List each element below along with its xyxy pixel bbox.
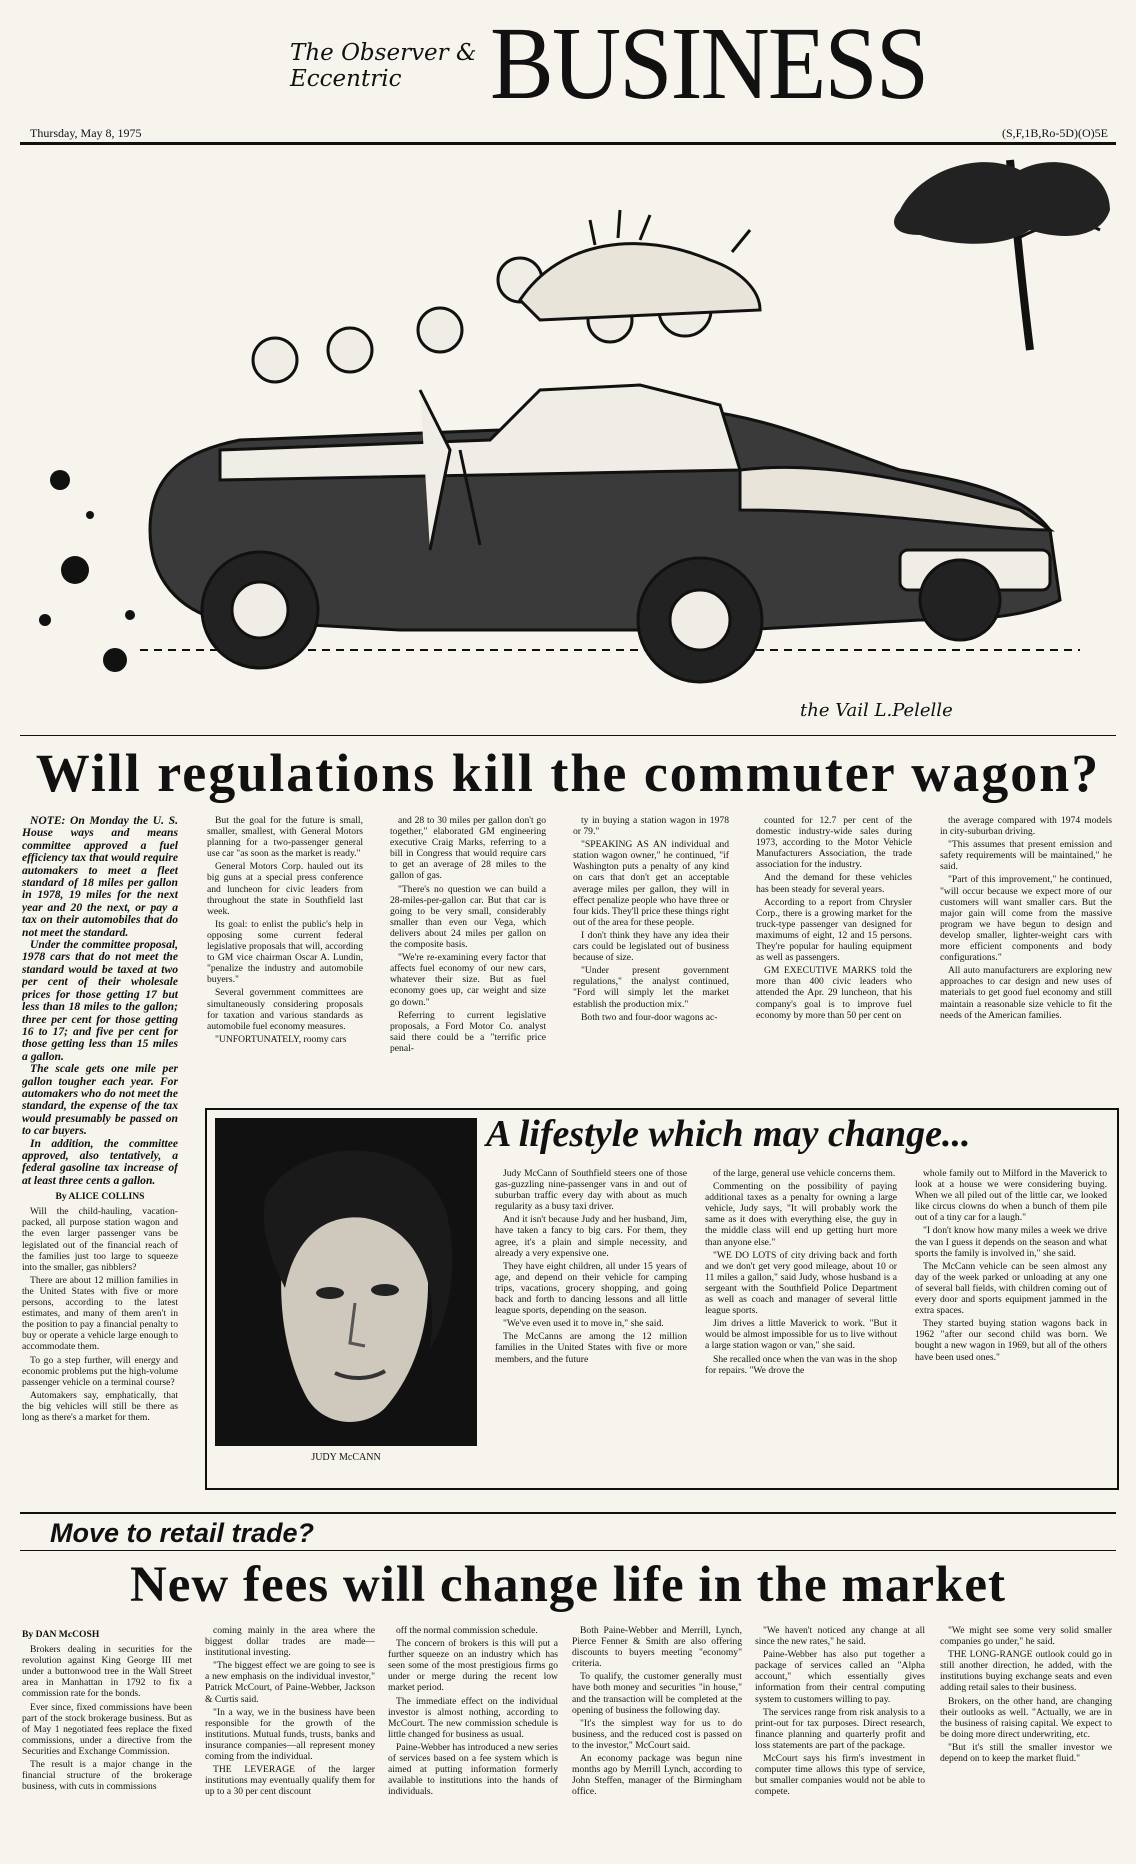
market-column-4 <box>572 1625 742 1857</box>
paragraph: "But it's still the smaller investor we depend on to keep the market fluid." <box>940 1741 1112 1765</box>
main-story-column-5 <box>756 815 912 1100</box>
paragraph: off the normal commission schedule. <box>396 1625 538 1636</box>
paragraph: Several government committees are simultaneously considering proposals for taxation and various standards as automobile fuel economy measures. <box>207 987 363 1032</box>
main-story-column-3 <box>390 815 546 1100</box>
paragraph: "Part of this improvement," he continued, "will occur because we expect more of our customers will want smaller cars. But the major gain will come from the massive program we have begun to design and develop smaller, lighter-weight cars with more efficient components and body configurations." <box>940 874 1112 964</box>
paragraph: An economy package was begun nine months ago by Merrill Lynch, according to John Steffen, manager of the Birmingham office. <box>572 1753 742 1798</box>
paragraph: Both Paine-Webber and Merrill, Lynch, Pierce Fenner & Smith are also offering discounts to buyers meeting "economy" criteria. <box>572 1625 742 1670</box>
station-wagon-cartoon <box>20 150 1116 730</box>
paragraph: "WE DO LOTS of city driving back and forth and we don't get very good mileage, about 10 or 11 miles a gallon," said Judy, whose husband is a sergeant with the Southfield Police Department as well as coach and manager of several little league sports. <box>705 1249 897 1317</box>
headline-rule <box>20 735 1116 736</box>
paragraph: There are about 12 million families in the United States with five or more persons, according to the latest estimates, and many of them aren't in the position to pay a financial penalty to buy or operate a vehicle large enough to accommodate them. <box>22 1274 178 1353</box>
luggage-pile <box>520 244 760 320</box>
editor-note <box>22 815 178 1187</box>
paragraph: All auto manufacturers are exploring new approaches to car design and new uses of materials to get good fuel economy and still maintain a reasonable size vehicle to fit the needs of the American families. <box>940 965 1112 1021</box>
paragraph: "We've even used it to move in," she said. <box>503 1318 664 1330</box>
kicker-rule <box>20 1550 1116 1551</box>
paragraph: Commenting on the possibility of paying additional taxes as a penalty for owning a large vehicle, Judy says, "It will probably work the same as it does with everything else, the guy in the middle class will end up getting hurt more than anyone else." <box>705 1181 897 1248</box>
paragraph: And it isn't because Judy and her husband, Jim, have taken a fancy to big cars. For them, they agree, it's a plain and simple necessity, and already a very expensive one. <box>495 1214 687 1259</box>
paragraph: "We might see some very solid smaller companies go under," he said. <box>940 1625 1112 1648</box>
edition-code: (S,F,1B,Ro-5D)(O)5E <box>1001 126 1108 140</box>
issue-date: Thursday, May 8, 1975 <box>30 126 142 140</box>
paragraph: McCourt says his firm's investment in computer time allows this type of service, but smaller companies would not be able to compete. <box>755 1753 925 1798</box>
judy-mccann-photo <box>215 1118 477 1446</box>
paragraph: I don't think they have any idea their cars could be legislated out of business because of size. <box>573 929 729 964</box>
paragraph: To qualify, the customer generally must have both money and securities "in house," and the transaction will be completed at the opening of business the following day. <box>572 1671 742 1716</box>
lifestyle-headline: A lifestyle which may change... <box>486 1113 971 1155</box>
paragraph: Will the child-hauling, vacation-packed, all purpose station wagon and the even larger passenger vans be legislated out of the financial reach of the families just too large to squeeze into the smaller, gas nibblers? <box>22 1206 178 1273</box>
paragraph: Referring to current legislative proposals, a Ford Motor Co. analyst said there could be a "terrific price penal- <box>390 1009 546 1054</box>
tree-foliage <box>894 162 1110 244</box>
masthead-rule <box>20 142 1116 145</box>
note-paragraph: NOTE: On Monday the U. S. House ways and means committee approved a fuel efficiency tax that would require automakers to meet a fleet standard of 18 miles per gallon in 1978, 19 miles for the next year and 20 the next, or pay a tax on their automobiles that do not meet the standard. <box>22 815 178 939</box>
lifestyle-column-1 <box>495 1168 687 1483</box>
paragraph: Brokers dealing in securities for the revolution against King George III met under a buttonwood tree in the Wall Street area in Manhattan in 1792 to fix a commission rate for the bonds. <box>22 1644 192 1700</box>
paragraph: "There's no question we can build a 28-miles-per-gallon car. But that car is going to be very small, considerably smaller than even our Vega, which delivers about 24 miles per gallon on the composite basis. <box>390 883 546 951</box>
byline: By ALICE COLLINS <box>55 1191 145 1203</box>
paragraph: "It's the simplest way for us to do business, and the reduced cost is passed on to the investor," McCourt said. <box>572 1717 742 1751</box>
lifestyle-column-3 <box>915 1168 1107 1483</box>
paragraph: But the goal for the future is small, smaller, smallest, with General Motors planning for a two-passenger general use car "as soon as the market is ready." <box>207 815 363 860</box>
market-column-6 <box>940 1625 1112 1857</box>
paragraph: The concern of brokers is this will put a further squeeze on an industry which has seen some of the most prestigious firms go under or merge during the recent low market period. <box>388 1638 558 1694</box>
paragraph: "The biggest effect we are going to see is a new emphasis on the individual investor," Patrick McCourt, of Paine-Webber, Jackson & Curtis said. <box>205 1660 375 1705</box>
paragraph: She recalled once when the van was in the shop for repairs. "We drove the <box>705 1353 897 1376</box>
paragraph: According to a report from Chrysler Corp., there is a growing market for the truck-type passenger van designed for maximums of eight, 12 and 15 persons. They're popular for hauling equipment as well as passengers. <box>756 896 912 964</box>
paragraph: "This assumes that present emission and safety requirements will be maintained," he said. <box>940 839 1112 873</box>
section-rule <box>20 1512 1116 1514</box>
paragraph: Ever since, fixed commissions have been part of the stock brokerage business. But as of May 1 negotiated fees replace the fixed commissions, under a directive from the Securities and Exchange Commission. <box>22 1701 192 1757</box>
paragraph: Paine-Webber has also put together a package of services called an "Alpha account," which essentially gives information from their central computing system to customers willing to pay. <box>755 1649 925 1705</box>
paragraph: "We're re-examining every factor that affects fuel economy of our new cars, whatever their size. But as fuel economy goes up, car weight and size go down." <box>390 952 546 1008</box>
paragraph: Judy McCann of Southfield steers one of those gas-guzzling nine-passenger vans in and out of suburban traffic every day with about as much regularity as a busy taxi driver. <box>495 1168 687 1213</box>
paragraph: The McCanns are among the 12 million families in the United States with five or more members, and the future <box>495 1331 687 1365</box>
paragraph: They started buying station wagons back in 1962 "after our second child was born. We bought a new wagon in 1969, but all of the others have been used ones." <box>915 1318 1107 1363</box>
paragraph: The result is a major change in the financial structure of the brokerage business, with cuts in commissions <box>22 1759 192 1793</box>
market-column-2 <box>205 1625 375 1857</box>
kicker-headline: Move to retail trade? <box>50 1518 315 1548</box>
note-paragraph: Under the committee proposal, 1978 cars that do not meet the standard would be taxed at two per cent of their wholesale prices for those getting 17 but less than 18 miles to the gallon; three per cent for those getting 16 to 17; and five per cent for those getting less than 15 miles a gallon. <box>22 938 178 1063</box>
main-headline: Will regulations kill the commuter wagon? <box>35 743 1101 803</box>
paragraph: "In a way, we in the business have been responsible for the growth of the institutions. Mutual funds, trusts, banks and insurance companies—all represent money coming from the individual. <box>205 1706 375 1763</box>
market-headline: New fees will change life in the market <box>129 1557 1007 1613</box>
paragraph: Its goal: to enlist the public's help in opposing some current federal legislative proposals that will, according to GM vice chairman Oscar A. Lundin, "penalize the industry and automobile buyers." <box>207 918 363 986</box>
market-column-5 <box>755 1625 925 1857</box>
paragraph: "UNFORTUNATELY, roomy cars <box>215 1033 347 1045</box>
byline: By DAN McCOSH <box>22 1629 100 1640</box>
paragraph: The immediate effect on the individual investor is almost nothing, according to McCourt. The new commission schedule is little changed for business as usual. <box>388 1695 558 1740</box>
paragraph: The services range from risk analysis to a print-out for tax purposes. Direct research, finance planning and quarterly profit and loss statements are part of the package. <box>755 1706 925 1751</box>
paragraph: Both two and four-door wagons ac- <box>581 1011 718 1023</box>
paragraph: and 28 to 30 miles per gallon don't go together," elaborated GM engineering executive Craig Marks, referring to a bill in Congress that would require cars to get an average of 28 miles to the gallon of gas. <box>390 815 546 882</box>
newspaper-name: The Observer & Eccentric <box>290 40 477 92</box>
paragraph: "Under present government regulations," the analyst continued, "Ford will simply let the market establish the production mix." <box>573 965 729 1010</box>
paragraph: General Motors Corp. hauled out its big guns at a special press conference and luncheon for civic leaders from throughout the state in Southfield last week. <box>207 861 363 917</box>
paragraph: coming mainly in the area where the biggest dollar trades are made—institutional investing. <box>205 1625 375 1659</box>
paragraph: of the large, general use vehicle concerns them. <box>713 1168 896 1179</box>
market-column-3 <box>388 1625 558 1857</box>
paragraph: whole family out to Milford in the Maverick to look at a house we were considering buying. When we all piled out of the little car, we looked like circus clowns do when a bunch of them pile out of a tiny car for a laugh." <box>915 1168 1107 1224</box>
paragraph: Automakers say, emphatically, that the big vehicles will still be there as long as there's a market for them. <box>22 1389 178 1423</box>
artist-signature: the Vail L.Pelelle <box>800 700 953 721</box>
paragraph: "I don't know how many miles a week we drive the van I guess it depends on the season and what sports the family is involved in," she said. <box>915 1225 1107 1259</box>
paragraph: And the demand for these vehicles has been steady for several years. <box>756 872 912 895</box>
paragraph: GM EXECUTIVE MARKS told the more than 400 civic leaders who attended the Apr. 29 luncheon, that his company's goal is to improve fuel economy by more than 50 per cent on <box>756 965 912 1021</box>
main-story-column-6 <box>940 815 1112 1100</box>
paragraph: counted for 12.7 per cent of the domestic industry-wide sales during 1973, according to the Motor Vehicle Manufacturers Association, the trade association for the industry. <box>756 815 912 871</box>
paragraph: the average compared with 1974 models in city-suburban driving. <box>940 815 1112 838</box>
paragraph: THE LEVERAGE of the larger institutions may eventually qualify them for up to a 30 per cent discount <box>205 1764 375 1798</box>
paragraph: ty in buying a station wagon in 1978 or 79." <box>573 815 729 838</box>
paragraph: The McCann vehicle can be seen almost any day of the week parked or unloading at any one of several ball fields, with children coming out of every door and sports equipment jammed in the extra spaces. <box>915 1260 1107 1317</box>
section-title: BUSINESS <box>490 6 928 121</box>
paragraph: To go a step further, will energy and economic problems put the high-volume passenger vehicle on a terminal course? <box>22 1354 178 1388</box>
paragraph: They have eight children, all under 15 years of age, and depend on their vehicle for camping trips, vacations, grocery shopping, and going back and forth to dancing lessons and all little league sports, depending on the season. <box>495 1260 687 1317</box>
note-paragraph: The scale gets one mile per gallon tougher each year. For automakers who do not meet the standard, the expense of the tax would presumably be passed on to car buyers. <box>22 1062 178 1138</box>
paragraph: THE LONG-RANGE outlook could go in still another direction, he added, with the institutions buying exchange seats and even adding retail sales to their business. <box>940 1649 1112 1694</box>
main-story-column-4 <box>573 815 729 1100</box>
dust-clouds <box>39 470 135 672</box>
main-story-column-1 <box>22 815 178 1505</box>
paragraph: "SPEAKING AS AN individual and station wagon owner," he continued, "if Washington puts a penalty of any kind on cars that don't get an acceptable average miles per gallon, they will in effect penalize people who have three or four kids. They'll price these things right out of the area for these people. <box>573 839 729 928</box>
paragraph: Brokers, on the other hand, are changing their outlooks as well. "Actually, we are in the business of raising capital. We expect to be doing more direct underwriting, etc. <box>940 1695 1112 1740</box>
photo-caption: JUDY McCANN <box>311 1452 381 1463</box>
paragraph: "We haven't noticed any change at all since the new rates," he said. <box>755 1625 925 1648</box>
market-column-1 <box>22 1625 192 1857</box>
paragraph: Paine-Webber has introduced a new series of services based on a fee system which is aimed at putting information formerly available to institutions into the hands of individuals. <box>388 1741 558 1798</box>
main-story-column-2 <box>207 815 363 1100</box>
paragraph: Jim drives a little Maverick to work. "But it would be almost impossible for us to live without a large station wagon or van," she said. <box>705 1318 897 1352</box>
note-paragraph: In addition, the committee approved, also tentatively, a federal gasoline tax increase of at least three cents a gallon. <box>22 1136 178 1187</box>
lifestyle-column-2 <box>705 1168 897 1483</box>
